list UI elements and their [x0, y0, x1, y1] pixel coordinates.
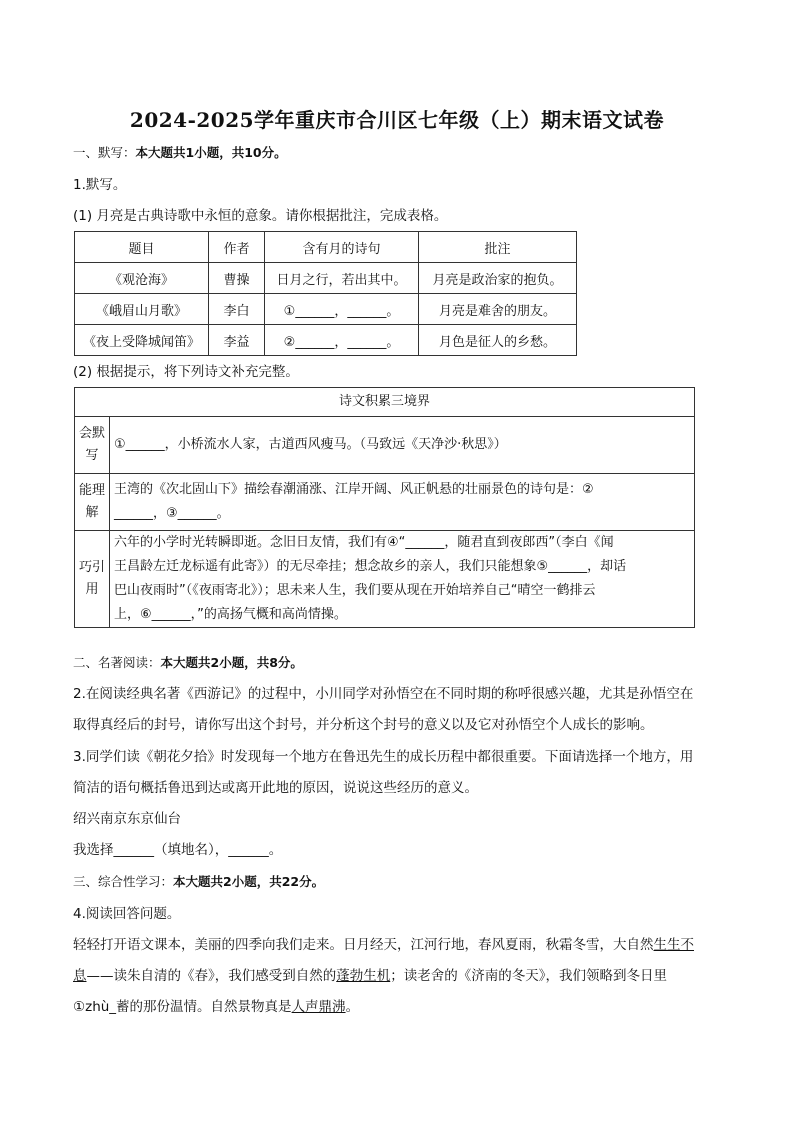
question-2-line: 2.在阅读经典名著《西游记》的过程中，小川同学对孙悟空在不同时期的称呼很感兴趣，尤其是孙悟空在 [73, 686, 694, 702]
row-label: 会默写 [75, 417, 110, 474]
moon-verse-table [74, 231, 577, 356]
table-header: 作者 [209, 232, 265, 263]
poetry-three-levels-table [74, 387, 695, 628]
table-cell: 《峨眉山月歌》 [75, 294, 209, 325]
place-options: 绍兴南京东京仙台 [73, 811, 181, 827]
passage-text: 轻轻打开语文课本，美丽的四季向我们走来。日月经天，江河行地，春风夏雨，秋霜冬雪，大自然 [73, 937, 654, 953]
passage-line [73, 997, 359, 1017]
row-label: 能理解 [75, 474, 110, 531]
section-number: 一、默写： [73, 145, 136, 160]
table-row [75, 474, 695, 531]
table-cell: 月色是征人的乡愁。 [419, 325, 577, 356]
row-label: 巧引用 [75, 531, 110, 628]
table-cell: ②______，______。 [265, 325, 419, 356]
passage-line [73, 966, 667, 986]
table-row [75, 417, 695, 474]
passage-text: ；读老舍的《济南的冬天》，我们领略到冬日里 [390, 968, 667, 984]
table-cell: 日月之行，若出其中。 [265, 263, 419, 294]
section-heading-3 [73, 872, 324, 892]
underlined-phrase: 蓬勃生机 [336, 968, 391, 984]
cell-line: 王湾的《次北固山下》描绘春潮涌涨、江岸开阔、风正帆悬的壮丽景色的诗句是：② [114, 482, 594, 497]
question-3-answer: 我选择______（填地名），______。 [73, 842, 283, 858]
underlined-phrase: 生生不 [653, 937, 694, 953]
table-header-row [75, 232, 577, 263]
cell-line: 巴山夜雨时”（《夜雨寄北》）；思未来人生，我们要从现在开始培养自己“晴空一鹤排云 [114, 583, 596, 598]
section-desc: 本大题共2小题，共8分。 [160, 655, 303, 670]
table-header: 含有月的诗句 [265, 232, 419, 263]
table-cell: 月亮是政治家的抱负。 [419, 263, 577, 294]
table-cell [110, 474, 695, 531]
cell-line: 六年的小学时光转瞬即逝。念旧日友情，我们有④“______，随君直到夜郎西”（李白《闻 [114, 535, 614, 550]
passage-text: ——读朱自清的《春》，我们感受到自然的 [86, 968, 337, 984]
table-cell [110, 531, 695, 628]
table-cell: 李白 [209, 294, 265, 325]
table-cell: 曹操 [209, 263, 265, 294]
page-title: 2024-2025学年重庆市合川区七年级（上）期末语文试卷 [129, 108, 665, 132]
table-cell: 月亮是难舍的朋友。 [419, 294, 577, 325]
cell-line: 王昌龄左迁龙标遥有此寄》）的无尽牵挂；想念故乡的亲人，我们只能想象⑤______，却话 [114, 559, 627, 574]
underlined-phrase: 人声鼎沸 [291, 999, 346, 1015]
question-2-line: 取得真经后的封号，请你写出这个封号，并分析这个封号的意义以及它对孙悟空个人成长的影响。 [73, 717, 654, 733]
table-cell: ①______，小桥流水人家，古道西风瘦马。（马致远《天净沙·秋思》） [110, 417, 695, 474]
table-row [75, 531, 695, 628]
table-cell: 《观沧海》 [75, 263, 209, 294]
cell-line: ______，③______。 [114, 506, 230, 521]
table-cell: ①______，______。 [265, 294, 419, 325]
passage-text: 。 [345, 999, 360, 1015]
question-4-label: 4.阅读回答问题。 [73, 906, 181, 922]
table-cell: 李益 [209, 325, 265, 356]
table-row [75, 263, 577, 294]
section-heading-1 [73, 143, 287, 163]
question-1-part-1: (1) 月亮是古典诗歌中永恒的意象。请你根据批注，完成表格。 [73, 208, 448, 224]
table-header-row [75, 388, 695, 417]
cell-line: 上，⑥______，”的高扬气概和高尚情操。 [114, 607, 347, 622]
table-header: 诗文积累三境界 [75, 388, 695, 417]
section-number: 二、名著阅读： [73, 655, 161, 670]
section-number: 三、综合性学习： [73, 874, 174, 889]
table-header: 批注 [419, 232, 577, 263]
question-1-label: 1.默写。 [73, 177, 127, 193]
question-3-line: 3.同学们读《朝花夕拾》时发现每一个地方在鲁迅先生的成长历程中都很重要。下面请选择一个地方，用 [73, 749, 694, 765]
table-header: 题目 [75, 232, 209, 263]
section-desc: 本大题共1小题，共10分。 [135, 145, 287, 160]
question-1-part-2: (2) 根据提示，将下列诗文补充完整。 [73, 364, 299, 380]
section-heading-2 [73, 653, 303, 673]
question-3-line: 简洁的语句概括鲁迅到达或离开此地的原因，说说这些经历的意义。 [73, 780, 478, 796]
passage-line [73, 935, 694, 955]
section-desc: 本大题共2小题，共22分。 [173, 874, 325, 889]
table-cell: 《夜上受降城闻笛》 [75, 325, 209, 356]
underlined-phrase: 息 [73, 968, 87, 984]
table-row [75, 294, 577, 325]
table-row [75, 325, 577, 356]
passage-text: ①zhù_蓄的那份温情。自然景物真是 [73, 999, 292, 1015]
